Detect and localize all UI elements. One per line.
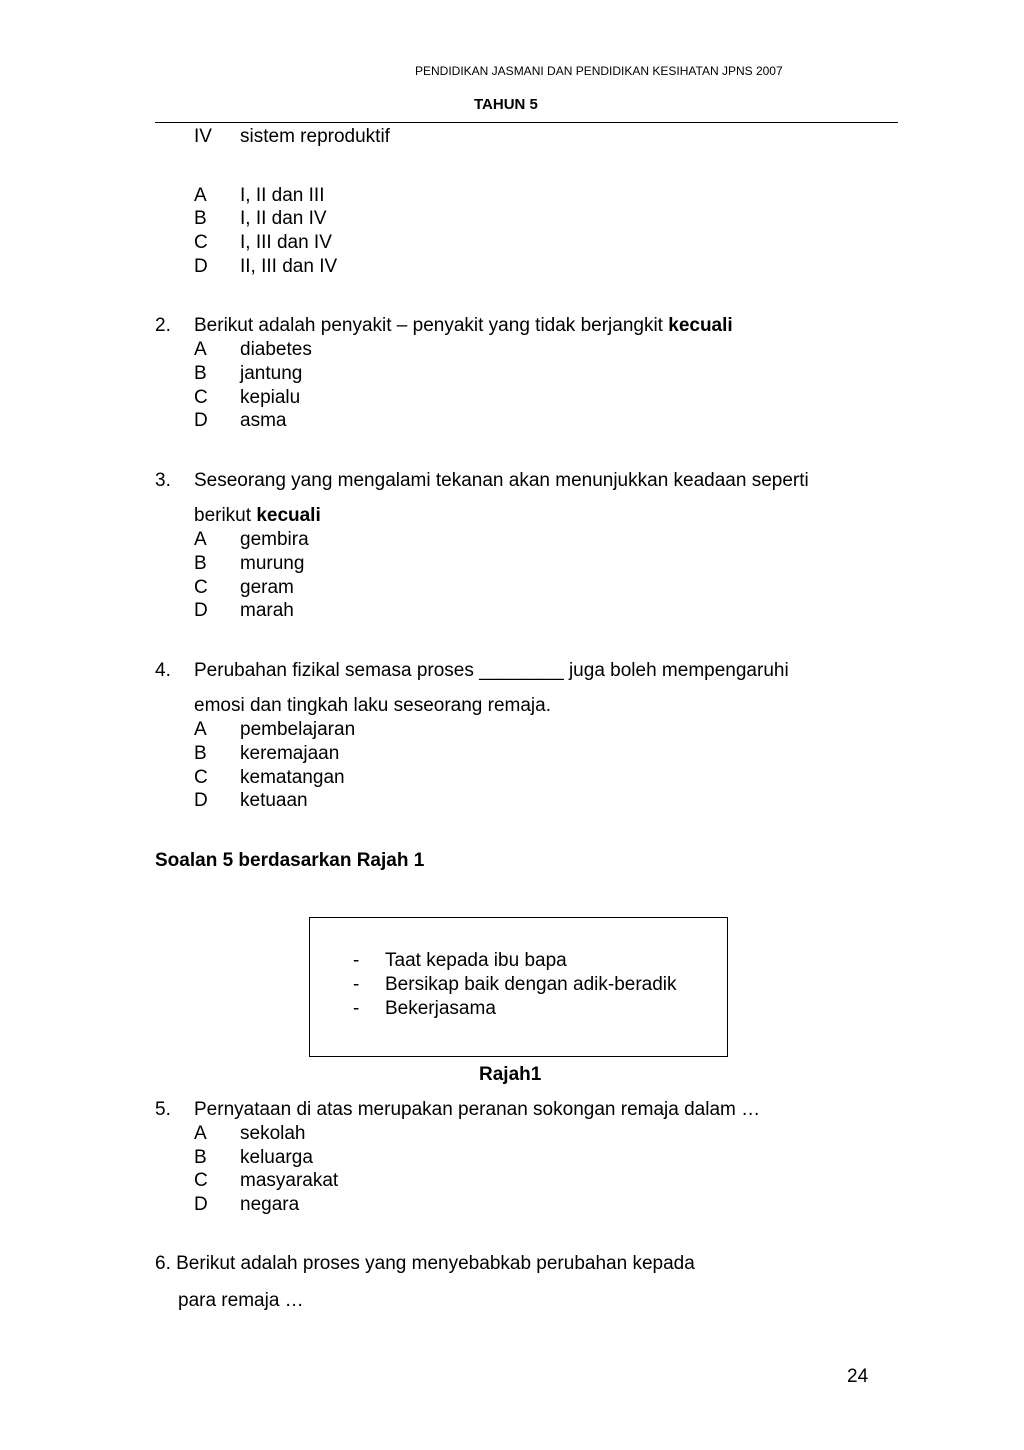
figure-caption: Rajah1 [479,1064,542,1085]
option-text: pembelajaran [240,719,356,740]
running-header: PENDIDIKAN JASMANI DAN PENDIDIKAN KESIHATAN JPNS 2007 [415,64,783,78]
option-text: I, II dan IV [240,208,327,229]
option-letter: C [194,232,208,253]
option-text: kematangan [240,767,345,788]
option-text: II, III dan IV [240,256,338,277]
option-letter: D [194,410,208,431]
bullet-mark: - [353,950,360,971]
option-letter: A [194,339,207,360]
q1-item-iv-numeral: IV [194,126,212,147]
option-letter: B [194,208,207,229]
option-letter: B [194,743,207,764]
year-heading: TAHUN 5 [474,96,538,113]
q3-emphasis: kecuali [256,505,321,526]
q4-stem-line1: Perubahan fizikal semasa proses ________ juga boleh mempengaruhi [194,660,789,681]
figure-bullet: Taat kepada ibu bapa [385,950,567,971]
option-text: diabetes [240,339,312,360]
option-text: geram [240,577,294,598]
option-letter: A [194,185,207,206]
q2-number: 2. [155,315,171,336]
option-text: marah [240,600,294,621]
option-letter: A [194,1123,207,1144]
figure-bullet: Bersikap baik dengan adik-beradik [385,974,677,995]
option-text: jantung [240,363,303,384]
header-rule [155,122,898,123]
option-letter: D [194,600,208,621]
option-letter: C [194,767,208,788]
option-text: keluarga [240,1147,313,1168]
option-text: masyarakat [240,1170,339,1191]
option-text: keremajaan [240,743,340,764]
q5-number: 5. [155,1099,171,1120]
option-text: ketuaan [240,790,308,811]
bullet-mark: - [353,974,360,995]
option-text: sekolah [240,1123,306,1144]
option-text: murung [240,553,305,574]
option-letter: B [194,363,207,384]
page-number: 24 [847,1366,869,1387]
bullet-mark: - [353,998,360,1019]
figure-bullet: Bekerjasama [385,998,496,1019]
option-letter: D [194,1194,208,1215]
q6-stem-line1: 6. Berikut adalah proses yang menyebabkab perubahan kepada [155,1253,695,1274]
q1-item-iv-text: sistem reproduktif [240,126,390,147]
option-letter: C [194,577,208,598]
option-text: asma [240,410,287,431]
q2-emphasis: kecuali [668,315,733,336]
option-letter: B [194,1147,207,1168]
option-letter: C [194,387,208,408]
q3-stem-line2: berikut kecuali [194,505,321,526]
q6-stem-line2: para remaja … [178,1290,304,1311]
option-text: gembira [240,529,309,550]
q3-number: 3. [155,470,171,491]
q3-stem-line1: Seseorang yang mengalami tekanan akan menunjukkan keadaan seperti [194,470,809,491]
q4-stem-line2: emosi dan tingkah laku seseorang remaja. [194,695,551,716]
option-letter: A [194,719,207,740]
section-heading: Soalan 5 berdasarkan Rajah 1 [155,850,425,871]
option-text: negara [240,1194,300,1215]
option-letter: C [194,1170,208,1191]
option-letter: D [194,256,208,277]
option-text: I, II dan III [240,185,325,206]
option-letter: B [194,553,207,574]
q2-stem: Berikut adalah penyakit – penyakit yang tidak berjangkit kecuali [194,315,733,336]
option-text: kepialu [240,387,301,408]
option-text: I, III dan IV [240,232,332,253]
option-letter: A [194,529,207,550]
option-letter: D [194,790,208,811]
q4-number: 4. [155,660,171,681]
q5-stem: Pernyataan di atas merupakan peranan sokongan remaja dalam … [194,1099,761,1120]
